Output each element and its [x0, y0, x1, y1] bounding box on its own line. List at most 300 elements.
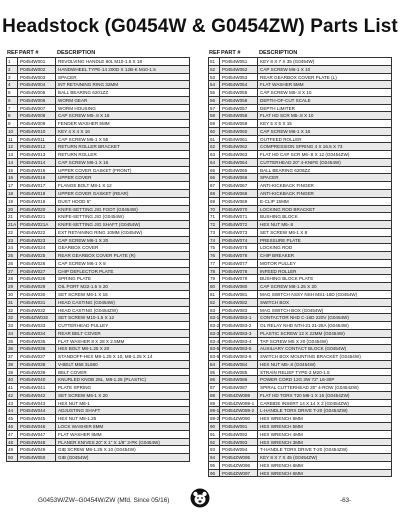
description-cell: FLANGE BOLT M8-1 X 12: [56, 182, 190, 189]
table-row: [209, 252, 392, 260]
part-number-cell: P0454W064: [220, 159, 258, 166]
ref-cell: 71: [209, 213, 220, 220]
part-number-cell: P0454W045: [18, 415, 56, 422]
description-cell: RETURN ROLLER: [56, 151, 190, 158]
description-cell: KNIFE-SETTING JIG (G0454W): [56, 213, 190, 220]
table-row: [7, 213, 190, 221]
part-number-cell: P0454W083-6: [220, 353, 258, 360]
ref-cell: 65: [209, 167, 220, 174]
part-number-cell: P0454W051: [220, 58, 258, 65]
ref-cell: 11: [7, 136, 18, 143]
table-row: [209, 299, 392, 307]
description-cell: BALL BEARING 6201ZZ: [56, 89, 190, 96]
table-row: [7, 112, 190, 120]
table-row: [209, 143, 392, 151]
ref-cell: 83-1: [210, 315, 220, 321]
table-row: [7, 198, 190, 206]
ref-cell: 13: [7, 151, 18, 158]
part-number-cell: P0454W025: [18, 252, 56, 259]
description-cell: LOCK WASHER 8MM: [56, 423, 190, 430]
part-number-cell: P0454W010: [18, 128, 56, 135]
ref-cell: 75: [209, 244, 220, 251]
part-number-cell: P0454W049: [18, 446, 56, 453]
ref-cell: 9: [7, 120, 18, 127]
part-number-cell: P0454W078: [220, 268, 258, 275]
ref-cell: 80: [209, 283, 220, 290]
part-number-cell: P0454W079: [220, 275, 258, 282]
ref-cell: 86: [209, 376, 220, 383]
description-cell: SET SCREW M6-1 X 16: [56, 291, 190, 298]
part-number-cell: P0454W032: [18, 307, 56, 314]
part-number-cell: P0454W062: [220, 143, 258, 150]
part-number-cell: P0454W068: [220, 190, 258, 197]
page-number: -63-: [340, 497, 352, 504]
description-cell: CAP SCREW M6-1 X 16: [56, 159, 190, 166]
part-number-cell: P0454W030: [18, 291, 56, 298]
description-cell: CAP SCREW M5-.8 X 10: [258, 89, 392, 96]
description-cell: UPPER COVER GASKET (REAR): [56, 190, 190, 197]
part-number-cell: P0454W080: [220, 283, 258, 290]
description-cell: REVOLVING HANDLE 80L M10-1.5 X 18: [56, 58, 190, 65]
part-number-cell: P0454W012: [18, 143, 56, 150]
table-row: [209, 275, 392, 283]
table-row: [209, 128, 392, 136]
part-number-cell: P0454W023: [18, 237, 56, 244]
description-cell: FLAT HD SCR M5-.8 X 10: [258, 112, 392, 119]
table-row: [7, 120, 190, 128]
description-cell: OL RELAY NHD NTH-21 21-25A (G0454W): [258, 322, 392, 329]
part-number-cell: P0454W059: [220, 120, 258, 127]
table-row: [209, 392, 392, 400]
description-cell: KEY 8 X 7 X 45 (G0454ZW): [258, 454, 392, 461]
table-header: [208, 48, 392, 57]
table-row: [209, 151, 392, 159]
description-cell: OUTFEED ROLLER: [258, 136, 392, 143]
table-row: [209, 97, 392, 105]
table-row: [7, 190, 190, 198]
description-cell: KNURLED KNOB 28L, M8-1.25 (PLASTIC): [56, 376, 190, 383]
description-cell: UPPER COVER GASKET (FRONT): [56, 167, 190, 174]
description-cell: PLASTIC SCREW 12 X 22MM (G0454W): [258, 330, 392, 337]
description-cell: DUST HOOD 5": [56, 198, 190, 205]
description-cell: HEX WRENCH 4MM: [258, 431, 392, 438]
ref-cell: 46: [7, 423, 18, 430]
ref-cell: 35: [7, 338, 18, 345]
table-row: [7, 97, 190, 105]
part-number-cell: P0454ZW032: [18, 314, 56, 321]
description-cell: CHIP DEFLECTOR PLATE: [56, 268, 190, 275]
description-cell: SET SCREW M10-1.5 X 12: [56, 314, 190, 321]
description-cell: FLAT HD TORX T20 M6-1 X 15 (G0454ZW): [258, 392, 392, 399]
ref-cell: 88: [209, 392, 220, 399]
ref-cell: 7: [7, 105, 18, 112]
description-cell: HEX WRENCH 8MM: [258, 415, 392, 422]
ref-cell: 4: [7, 81, 18, 88]
part-number-cell: P0454W003: [18, 74, 56, 81]
table-row: [7, 322, 190, 330]
description-cell: V-BELT M58 3L580: [56, 361, 190, 368]
description-cell: HEX WRENCH 6MM: [258, 462, 392, 469]
ref-cell: 83-4: [210, 338, 220, 344]
ref-cell: 89-2: [210, 416, 220, 422]
description-cell: AUXILIARY CONTACT BLOCK (G0454W): [258, 345, 392, 352]
table-row: [7, 275, 190, 283]
description-cell: STANDOFF-HEX M8-1.25 X 10, M8-1.25 X 14: [56, 353, 190, 360]
ref-cell: 95: [209, 462, 220, 469]
part-number-cell: P0454W060: [220, 128, 258, 135]
table-row: [7, 314, 190, 322]
table-header: [6, 48, 190, 57]
table-row: [7, 66, 190, 74]
table-row: [209, 105, 392, 113]
table-row: [209, 136, 392, 144]
part-number-cell: P0454W058: [220, 112, 258, 119]
table-row: [7, 338, 190, 346]
table-row: [7, 105, 190, 113]
part-number-cell: P0454W076: [220, 252, 258, 259]
page-title: Headstock (G0454W & G0454ZW) Parts List: [2, 16, 398, 37]
part-number-cell: P0454W073: [220, 229, 258, 236]
table-row: [7, 400, 190, 408]
table-row: [7, 431, 190, 439]
table-row: [7, 299, 190, 307]
part-number-cell: P0454W031: [18, 299, 56, 306]
table-row: [7, 307, 190, 315]
part-number-cell: P0454W038: [18, 361, 56, 368]
ref-cell: 87: [209, 384, 220, 391]
description-cell: CAP SCREW M6-1 X 8: [56, 260, 190, 267]
part-number-cell: P0454W083-2: [220, 322, 258, 329]
table-row: [209, 407, 392, 415]
part-number-cell: P0454ZW089-2: [220, 407, 258, 414]
ref-cell: 56: [209, 97, 220, 104]
part-number-cell: P0454W007: [18, 105, 56, 112]
part-number-cell: P0454ZW096: [220, 462, 258, 469]
part-number-cell: P0454W087: [220, 384, 258, 391]
ref-cell: 89-1: [210, 408, 220, 414]
table-row: [209, 190, 392, 198]
table-row: [7, 415, 190, 423]
description-cell: KNIFE-SETTING JIG SHAFT (G0454W): [56, 221, 190, 228]
part-number-cell: P0454W072: [220, 221, 258, 228]
ref-cell: 83-2: [210, 323, 220, 329]
table-row: [7, 143, 190, 151]
description-cell: GEARBOX COVER: [56, 244, 190, 251]
ref-cell: 39: [7, 369, 18, 376]
part-number-cell: P0454W036: [18, 345, 56, 352]
ref-cell: 89: [209, 400, 220, 407]
ref-cell: 53: [209, 74, 220, 81]
part-number-cell: P0454W084: [220, 361, 258, 368]
ref-cell: 3: [7, 74, 18, 81]
ref-cell: 50: [7, 454, 18, 461]
table-row: [209, 439, 392, 447]
ref-cell: 44: [7, 407, 18, 414]
ref-cell: 42: [7, 392, 18, 399]
part-number-cell: P0454W022: [18, 229, 56, 236]
ref-cell: 96: [209, 470, 220, 477]
table-row: [209, 66, 392, 74]
description-cell: UPPER COVER: [56, 174, 190, 181]
ref-cell: 48: [7, 439, 18, 446]
table-row: [7, 361, 190, 369]
part-number-cell: P0454W085: [220, 369, 258, 376]
description-cell: FLAT WASHER 5MM: [258, 81, 392, 88]
ref-cell: 76: [209, 252, 220, 259]
description-cell: BUSHING BLOCK: [258, 213, 392, 220]
description-cell: HEX WRENCH 6MM: [258, 470, 392, 477]
part-number-cell: P0454W020: [18, 206, 56, 213]
ref-cell: 27: [7, 268, 18, 275]
description-cell: CAP SCREW M5-.8 X 16: [56, 112, 190, 119]
ref-cell: 19: [7, 198, 18, 205]
description-cell: LOCKING ROD BRACKET: [258, 206, 392, 213]
description-cell: INFEED ROLLER: [258, 268, 392, 275]
part-number-cell: P0454W008: [18, 112, 56, 119]
part-number-cell: P0454W016: [18, 174, 56, 181]
ref-cell: 1: [7, 58, 18, 65]
table-row: [7, 182, 190, 190]
ref-cell: 66: [209, 174, 220, 181]
ref-cell: 91: [209, 431, 220, 438]
table-row: [209, 345, 392, 353]
ref-cell: 15: [7, 167, 18, 174]
ref-cell: 59: [209, 120, 220, 127]
part-number-cell: P0454W015: [18, 167, 56, 174]
ref-cell: 40: [7, 376, 18, 383]
part-number-cell: P0454W083: [220, 307, 258, 314]
table-row: [209, 307, 392, 315]
part-number-cell: P0454W001: [18, 58, 56, 65]
ref-cell: 64: [209, 159, 220, 166]
table-row: [7, 260, 190, 268]
part-number-cell: P0454W048: [18, 439, 56, 446]
description-cell: WORM GEAR: [56, 97, 190, 104]
description-cell: HEX NUT M6-1: [56, 400, 190, 407]
table-row: [209, 330, 392, 338]
header-part: PART #: [221, 50, 241, 56]
table-row: [209, 221, 392, 229]
description-cell: KEY 4 X 4 X 16: [56, 128, 190, 135]
part-number-cell: P0454W041: [18, 384, 56, 391]
description-cell: COMPRESSION SPRING 4 X 16.5 X 73: [258, 143, 392, 150]
description-cell: CAP SCREW M6-1 X 55: [56, 136, 190, 143]
description-cell: FLAT HD CAP SCR M6-.8 X 12 (G0454ZW): [258, 151, 392, 158]
header-ref: REF: [7, 50, 19, 56]
description-cell: GIB SCREW M8-1.25 X 10 (G0454W): [56, 446, 190, 453]
grizzly-bear-logo-icon: [190, 488, 210, 508]
part-number-cell: P0454W091: [220, 423, 258, 430]
description-cell: T-HANDLE TORX DRIVE T-20 (G0454ZW): [258, 446, 392, 453]
part-number-cell: P0454W057: [220, 105, 258, 112]
part-number-cell: P0454W077: [220, 260, 258, 267]
description-cell: REAR GEARBOX COVER PLATE (L): [258, 74, 392, 81]
description-cell: GIB (G0454W): [56, 454, 190, 461]
part-number-cell: P0454W043: [18, 400, 56, 407]
description-cell: BALL BEARING 6206ZZ: [258, 167, 392, 174]
part-number-cell: P0454W019: [18, 198, 56, 205]
table-row: [209, 260, 392, 268]
description-cell: CUTTERHEAD PULLEY: [56, 322, 190, 329]
ref-cell: 32: [7, 307, 18, 314]
table-row: [209, 74, 392, 82]
description-cell: L-HANDLE TORX DRIVE T-20 (G0454ZW): [258, 407, 392, 414]
table-row: [209, 353, 392, 361]
part-number-cell: P0454W052: [220, 66, 258, 73]
ref-cell: 83-3: [210, 330, 220, 336]
description-cell: PRESSURE PLATE: [258, 237, 392, 244]
part-number-cell: P0454W029: [18, 283, 56, 290]
ref-cell: 8: [7, 112, 18, 119]
table-row: [209, 58, 392, 66]
part-number-cell: P0454W055: [220, 89, 258, 96]
description-cell: DEPTH LIMITER: [258, 105, 392, 112]
ref-cell: 17: [7, 182, 18, 189]
ref-cell: 24: [7, 244, 18, 251]
ref-cell: 2: [7, 66, 18, 73]
table-row: [209, 470, 392, 478]
table-row: [209, 314, 392, 322]
table-row: [7, 159, 190, 167]
table-row: [7, 330, 190, 338]
ref-cell: 34: [7, 330, 18, 337]
ref-cell: 90: [209, 423, 220, 430]
ref-cell: 83-6: [210, 354, 220, 360]
description-cell: OIL PORT M22-1.5 X 20: [56, 283, 190, 290]
ref-cell: 25: [7, 252, 18, 259]
description-cell: CONTACTOR NHD C-16D 220V (G0454W): [258, 314, 392, 321]
description-cell: SET SCREW M6-1 X 8: [258, 229, 392, 236]
ref-cell: 60: [209, 128, 220, 135]
part-number-cell: P0454W086: [220, 376, 258, 383]
part-number-cell: P0454W071: [220, 213, 258, 220]
description-cell: CUTTERHEAD 20" 4-KNIFE (G0454W): [258, 159, 392, 166]
table-row: [209, 89, 392, 97]
ref-cell: 79: [209, 275, 220, 282]
table-row: [7, 283, 190, 291]
table-row: [209, 244, 392, 252]
part-number-cell: P0454W054: [220, 81, 258, 88]
part-number-cell: P0454W040: [18, 376, 56, 383]
ref-cell: 77: [209, 260, 220, 267]
description-cell: CAP SCREW M6-1 X 16: [258, 128, 392, 135]
part-number-cell: P0454W037: [18, 353, 56, 360]
table-row: [7, 446, 190, 454]
part-number-cell: P0454W014: [18, 159, 56, 166]
description-cell: SET SCREW M6-1 X 20: [56, 392, 190, 399]
part-number-cell: P0454W026: [18, 260, 56, 267]
ref-cell: 28: [7, 275, 18, 282]
footer-model: G0453W/ZW–G0454W/ZW (Mfd. Since 05/16): [38, 497, 170, 504]
table-row: [7, 206, 190, 214]
ref-cell: 54: [209, 81, 220, 88]
table-row: [7, 291, 190, 299]
description-cell: WORM HOUSING: [56, 105, 190, 112]
part-number-cell: P0454W034: [18, 330, 56, 337]
table-row: [7, 58, 190, 66]
ref-cell: 30: [7, 291, 18, 298]
description-cell: FLAT WASHER 8MM: [56, 431, 190, 438]
table-row: [7, 407, 190, 415]
table-row: [209, 291, 392, 299]
description-cell: HEX BOLT M8-1.25 X 20: [56, 345, 190, 352]
ref-cell: 83-5: [210, 346, 220, 352]
table-row: [7, 136, 190, 144]
description-cell: DEPTH-OF-CUT SCALE: [258, 97, 392, 104]
ref-cell: 51: [209, 58, 220, 65]
ref-cell: 22: [7, 229, 18, 236]
part-number-cell: P0454ZW089-1: [220, 400, 258, 407]
description-cell: EXT RETAINING RING 10MM (G0454W): [56, 229, 190, 236]
description-cell: HEX WRENCH 3MM: [258, 439, 392, 446]
part-number-cell: P0454W075: [220, 244, 258, 251]
ref-cell: 47: [7, 431, 18, 438]
table-row: [7, 128, 190, 136]
description-cell: SPACER: [258, 174, 392, 181]
part-number-cell: P0454W063: [220, 151, 258, 158]
ref-cell: 33: [7, 322, 18, 329]
description-cell: ANTI-KICKBACK FINGER: [258, 190, 392, 197]
part-number-cell: P0454W044: [18, 407, 56, 414]
table-row: [209, 167, 392, 175]
description-cell: CHIP BREAKER: [258, 252, 392, 259]
description-cell: MOTOR PULLEY: [258, 260, 392, 267]
table-row: [7, 89, 190, 97]
part-number-cell: P0454W074: [220, 237, 258, 244]
part-number-cell: P0454W083-5: [220, 345, 258, 352]
ref-cell: 83: [209, 307, 220, 314]
ref-cell: 16: [7, 174, 18, 181]
part-number-cell: P0454W004: [18, 81, 56, 88]
part-number-cell: P0454ZW097: [220, 470, 258, 477]
part-number-cell: P0454W061: [220, 136, 258, 143]
description-cell: KNIFE-SETTING JIG FOOT (G0454W): [56, 206, 190, 213]
part-number-cell: P0454W083-1: [220, 314, 258, 321]
ref-cell: 41: [7, 384, 18, 391]
table-body: [6, 57, 190, 462]
table-row: [209, 423, 392, 431]
part-number-cell: P0454W035: [18, 338, 56, 345]
table-row: [209, 198, 392, 206]
ref-cell: 78: [209, 268, 220, 275]
table-row: [209, 174, 392, 182]
part-number-cell: P0454W050: [18, 454, 56, 461]
part-number-cell: P0454W042: [18, 392, 56, 399]
table-row: [7, 345, 190, 353]
ref-cell: 85: [209, 369, 220, 376]
ref-cell: 36: [7, 345, 18, 352]
part-number-cell: P0454W021: [18, 213, 56, 220]
table-row: [7, 237, 190, 245]
table-row: [209, 120, 392, 128]
description-cell: SWITCH BOX: [258, 299, 392, 306]
description-cell: ANTI-KICKBACK FINGER: [258, 182, 392, 189]
part-number-cell: P0454W069: [220, 198, 258, 205]
ref-cell: 38: [7, 361, 18, 368]
ref-cell: 63: [209, 151, 220, 158]
table-row: [209, 462, 392, 470]
table-row: [209, 415, 392, 423]
table-row: [209, 182, 392, 190]
description-cell: POWER CORD 12G 3W 72" L6-30P: [258, 376, 392, 383]
ref-cell: 57: [209, 105, 220, 112]
table-row: [209, 268, 392, 276]
table-row: [7, 74, 190, 82]
ref-cell: 82: [209, 299, 220, 306]
ref-cell: 14: [7, 159, 18, 166]
ref-cell: 21A: [8, 222, 17, 228]
description-cell: SPRING PLATE: [56, 275, 190, 282]
